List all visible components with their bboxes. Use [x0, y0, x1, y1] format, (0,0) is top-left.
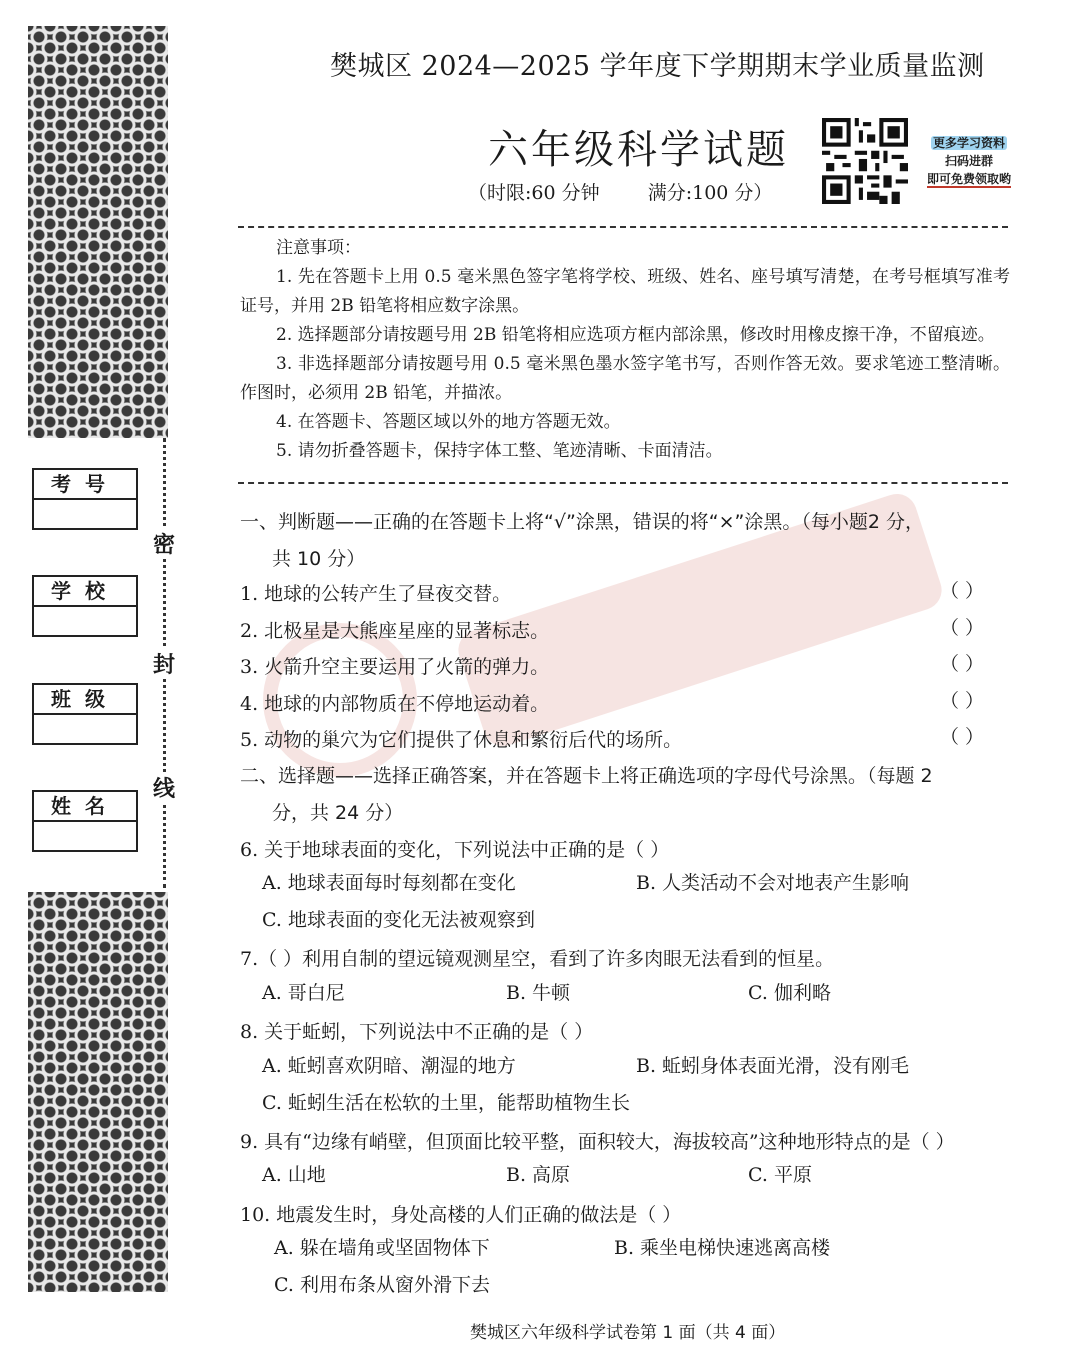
field-label: 考号 [34, 470, 136, 500]
section1-heading-line1: 一、判断题——正确的在答题卡上将“√”涂黑，错误的将“×”涂黑。（每小题2 分， [240, 511, 925, 533]
question-2: 2. 北极星是大熊座星座的显著标志。 [240, 620, 550, 642]
section2-heading-line1: 二、选择题——选择正确答案，并在答题卡上将正确选项的字母代号涂黑。（每题 2 [240, 765, 933, 787]
field-exam-number [32, 468, 138, 530]
answer-paren[interactable]: （ ） [940, 690, 985, 712]
option-c[interactable]: C. 地球表面的变化无法被观察到 [262, 909, 535, 931]
subject-title: 六年级科学试题 [488, 127, 789, 173]
question-9: 9. 具有“边缘有峭壁，但顶面比较平整，面积较大，海拔较高”这种地形特点的是（ ） [240, 1131, 955, 1153]
option-b[interactable]: B. 高原 [506, 1164, 571, 1186]
option-a[interactable]: A. 地球表面每时每刻都在变化 [262, 872, 516, 894]
field-school [32, 575, 138, 637]
section2-heading-line2: 分，共 24 分） [272, 802, 404, 824]
question-5: 5. 动物的巢穴为它们提供了休息和繁衍后代的场所。 [240, 729, 683, 751]
question-6: 6. 关于地球表面的变化，下列说法中正确的是（ ） [240, 839, 670, 861]
page-footer: 樊城区六年级科学试卷第 1 面（共 4 面） [470, 1323, 786, 1343]
section1-heading-line2: 共 10 分） [272, 548, 366, 570]
question-4: 4. 地球的内部物质在不停地运动着。 [240, 693, 550, 715]
field-name [32, 790, 138, 852]
notice-item: 3. 非选择题部分请按题号用 0.5 毫米黑色墨水签字笔书写，否则作答无效。要求笔迹工整清晰。作图时，必须用 2B 铅笔，并描浓。 [240, 354, 1010, 403]
option-b[interactable]: B. 蚯蚓身体表面光滑，没有刚毛 [636, 1055, 910, 1077]
option-b[interactable]: B. 牛顿 [506, 982, 571, 1004]
answer-paren[interactable]: （ ） [940, 580, 985, 602]
full-score: 满分:100 分） [647, 182, 773, 204]
promo-line1: 更多学习资料 [932, 136, 1005, 150]
option-b[interactable]: B. 人类活动不会对地表产生影响 [636, 872, 910, 894]
time-and-score [468, 178, 772, 205]
promo-line2: 扫码进群 [944, 154, 993, 168]
question-3: 3. 火箭升空主要运用了火箭的弹力。 [240, 656, 550, 678]
field-label: 班级 [34, 685, 136, 715]
decorative-pattern-top [28, 26, 168, 438]
seal-char-xian: 线 [150, 772, 178, 803]
field-label: 姓名 [34, 792, 136, 822]
notice-item: 4. 在答题卡、答题区域以外的地方答题无效。 [276, 412, 621, 432]
option-c[interactable]: C. 伽利略 [748, 982, 831, 1004]
option-c[interactable]: C. 蚯蚓生活在松软的土里，能帮助植物生长 [262, 1092, 630, 1114]
promo-line3: 即可免费领取哟 [926, 172, 1011, 186]
option-a[interactable]: A. 躲在墙角或坚固物体下 [274, 1237, 490, 1259]
section2-heading [240, 758, 1020, 832]
question-10: 10. 地震发生时，身处高楼的人们正确的做法是（ ） [240, 1204, 682, 1226]
notice-item: 1. 先在答题卡上用 0.5 毫米黑色签字笔将学校、班级、姓名、座号填写清楚，在考号框填写准考证号，并用 2B 铅笔将相应数字涂黑。 [240, 267, 1010, 316]
answer-paren[interactable]: （ ） [940, 653, 985, 675]
option-a[interactable]: A. 蚯蚓喜欢阴暗、潮湿的地方 [262, 1055, 516, 1077]
notice-item: 5. 请勿折叠答题卡，保持字体工整、笔迹清晰、卡面清洁。 [276, 441, 723, 461]
time-limit: （时限:60 分钟 [468, 182, 600, 204]
section1-heading [240, 504, 1020, 578]
qr-code-icon[interactable] [822, 118, 908, 204]
question-7: 7.（ ）利用自制的望远镜观测星空，看到了许多肉眼无法看到的恒星。 [240, 948, 835, 970]
answer-paren[interactable]: （ ） [940, 726, 985, 748]
answer-paren[interactable]: （ ） [940, 617, 985, 639]
option-a[interactable]: A. 山地 [262, 1164, 326, 1186]
notice-heading: 注意事项： [276, 238, 361, 258]
notice-block [240, 234, 1010, 466]
option-a[interactable]: A. 哥白尼 [262, 982, 345, 1004]
divider-top [238, 226, 1008, 228]
option-c[interactable]: C. 利用布条从窗外滑下去 [274, 1274, 490, 1296]
option-c[interactable]: C. 平原 [748, 1164, 812, 1186]
question-1: 1. 地球的公转产生了昼夜交替。 [240, 583, 512, 605]
option-b[interactable]: B. 乘坐电梯快速逃离高楼 [614, 1237, 831, 1259]
seal-char-feng: 封 [150, 648, 178, 679]
seal-char-mi: 密 [150, 528, 178, 559]
question-8: 8. 关于蚯蚓，下列说法中不正确的是（ ） [240, 1021, 594, 1043]
field-class [32, 683, 138, 745]
notice-item: 2. 选择题部分请按题号用 2B 铅笔将相应选项方框内部涂黑，修改时用橡皮擦干净，不留痕迹。 [276, 325, 995, 345]
decorative-pattern-bottom [28, 892, 168, 1292]
field-label: 学校 [34, 577, 136, 607]
divider-bottom [238, 482, 1008, 484]
promo-text [916, 134, 1022, 188]
exam-title: 樊城区 2024—2025 学年度下学期期末学业质量监测 [330, 51, 985, 82]
